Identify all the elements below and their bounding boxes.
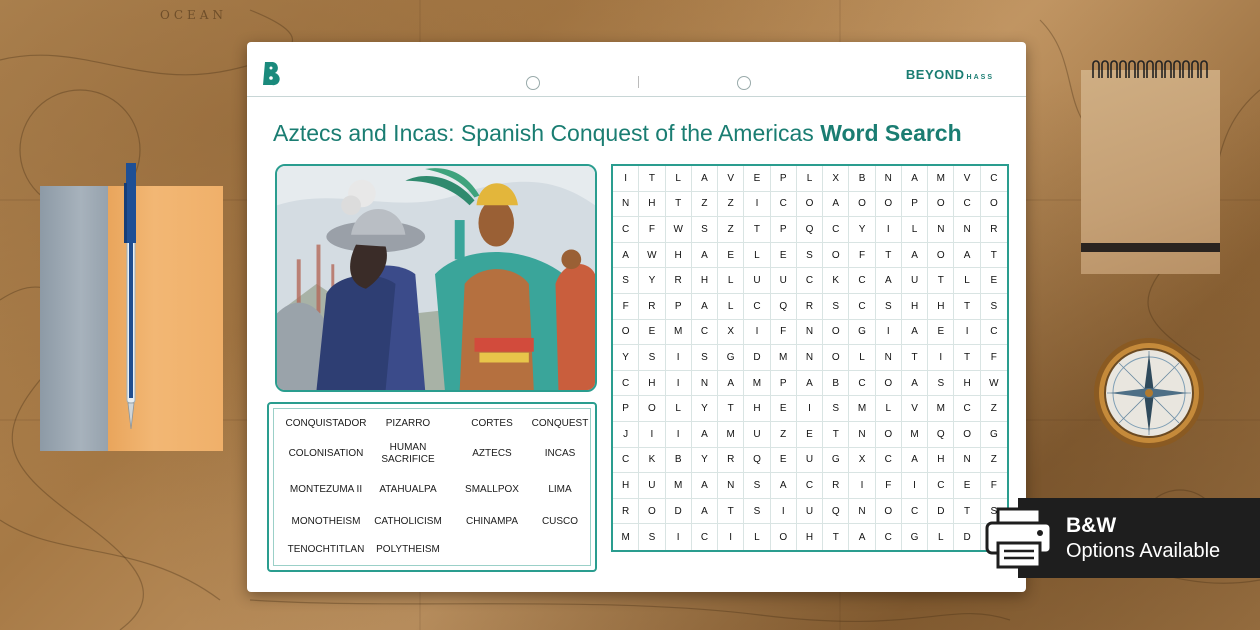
grid-cell: A <box>692 499 718 525</box>
grid-cell: M <box>744 371 770 397</box>
grid-cell: G <box>902 524 928 550</box>
word-list-item: COLONISATION <box>288 448 364 459</box>
grid-cell: U <box>797 499 823 525</box>
grid-cell: U <box>639 473 665 499</box>
grid-cell: O <box>639 396 665 422</box>
grid-cell: H <box>639 192 665 218</box>
grid-cell: A <box>823 192 849 218</box>
grid-cell: S <box>981 499 1007 525</box>
grid-cell: N <box>876 166 902 192</box>
grid-cell: Q <box>797 217 823 243</box>
grid-cell: P <box>771 217 797 243</box>
grid-cell: A <box>692 166 718 192</box>
grid-cell: N <box>876 345 902 371</box>
grid-cell: I <box>718 524 744 550</box>
grid-cell: D <box>954 524 980 550</box>
grid-cell: L <box>666 166 692 192</box>
grid-cell: A <box>902 448 928 474</box>
word-list-item: MONOTHEISM <box>291 516 361 527</box>
grid-cell: M <box>771 345 797 371</box>
grid-cell: R <box>666 268 692 294</box>
grid-cell: M <box>902 422 928 448</box>
grid-cell: G <box>718 345 744 371</box>
grid-cell: I <box>666 345 692 371</box>
compass-icon <box>1092 336 1207 451</box>
grid-cell: C <box>744 294 770 320</box>
grid-cell: S <box>744 473 770 499</box>
grid-cell: O <box>981 192 1007 218</box>
grid-cell: O <box>823 320 849 346</box>
binder-hole-right <box>737 76 751 90</box>
grid-cell: I <box>849 473 875 499</box>
grid-cell: S <box>981 294 1007 320</box>
word-list-item: SMALLPOX <box>465 484 519 495</box>
word-list-item: CATHOLICISM <box>374 516 442 527</box>
grid-cell: X <box>849 448 875 474</box>
grid-cell: M <box>613 524 639 550</box>
word-list-item: HUMAN SACRIFICE <box>381 442 435 465</box>
grid-cell: E <box>928 320 954 346</box>
grid-cell: P <box>666 294 692 320</box>
grid-cell: Q <box>744 448 770 474</box>
grid-cell: C <box>849 294 875 320</box>
grid-cell: L <box>928 524 954 550</box>
grid-cell: W <box>639 243 665 269</box>
worksheet-header <box>247 42 1026 97</box>
grid-cell: U <box>902 268 928 294</box>
word-list-item: CORTES <box>471 418 513 429</box>
grid-cell: Y <box>692 448 718 474</box>
grid-cell: X <box>718 320 744 346</box>
grid-cell: C <box>771 192 797 218</box>
grid-cell: H <box>954 371 980 397</box>
grid-cell: K <box>823 268 849 294</box>
letter-grid <box>611 164 1009 552</box>
grid-cell: M <box>849 396 875 422</box>
grid-cell: A <box>954 243 980 269</box>
grid-cell: N <box>849 422 875 448</box>
grid-cell: S <box>876 294 902 320</box>
grid-cell: R <box>797 294 823 320</box>
grid-cell: T <box>639 166 665 192</box>
conquest-illustration <box>275 164 597 392</box>
grid-cell: G <box>981 422 1007 448</box>
grid-cell: V <box>718 166 744 192</box>
word-list-item: CONQUISTADOR <box>285 418 367 429</box>
grid-cell: S <box>639 345 665 371</box>
grid-cell: U <box>744 422 770 448</box>
grid-cell: C <box>613 371 639 397</box>
grid-cell: O <box>613 320 639 346</box>
grid-cell: B <box>849 166 875 192</box>
grid-cell: E <box>744 166 770 192</box>
spiral-binding-icon <box>1089 60 1213 80</box>
grid-cell: S <box>639 524 665 550</box>
grid-cell: L <box>954 268 980 294</box>
brand-name: BEYOND <box>905 67 965 82</box>
grid-cell: N <box>797 320 823 346</box>
printer-icon <box>984 505 1054 569</box>
grid-cell: D <box>666 499 692 525</box>
grid-cell: A <box>902 166 928 192</box>
grid-cell: S <box>797 243 823 269</box>
grid-cell: O <box>797 192 823 218</box>
grid-cell: I <box>666 371 692 397</box>
grid-cell: H <box>902 294 928 320</box>
spiral-notepad <box>1081 60 1220 274</box>
grid-cell: W <box>981 371 1007 397</box>
grid-cell: C <box>823 217 849 243</box>
grid-cell: D <box>928 499 954 525</box>
grid-cell: O <box>954 422 980 448</box>
grid-cell: M <box>666 320 692 346</box>
grid-cell: C <box>692 320 718 346</box>
grid-cell: C <box>954 192 980 218</box>
pen-icon <box>124 163 138 431</box>
grid-cell: H <box>744 396 770 422</box>
grid-cell: E <box>797 422 823 448</box>
grid-cell: T <box>954 499 980 525</box>
grid-cell: B <box>666 448 692 474</box>
grid-cell: O <box>876 499 902 525</box>
grid-cell: N <box>718 473 744 499</box>
grid-cell: N <box>613 192 639 218</box>
grid-cell: A <box>902 320 928 346</box>
grid-cell: O <box>823 243 849 269</box>
grid-cell: N <box>954 448 980 474</box>
grid-cell: I <box>876 320 902 346</box>
badge-subtitle: Options Available <box>1066 540 1221 562</box>
grid-cell: T <box>902 345 928 371</box>
grid-cell: I <box>744 320 770 346</box>
grid-cell: T <box>981 243 1007 269</box>
title-main: Aztecs and Incas: Spanish Conquest of the Americas <box>273 120 821 146</box>
grid-cell: I <box>666 524 692 550</box>
brand-logo <box>906 67 994 82</box>
grid-cell: Z <box>981 396 1007 422</box>
grid-cell: T <box>876 243 902 269</box>
grid-cell: O <box>771 524 797 550</box>
grid-cell: T <box>823 422 849 448</box>
grid-cell: N <box>954 217 980 243</box>
grid-cell: I <box>613 166 639 192</box>
grid-cell: V <box>954 166 980 192</box>
grid-cell: A <box>692 243 718 269</box>
grid-cell: H <box>692 268 718 294</box>
grid-cell: O <box>928 192 954 218</box>
grid-cell: E <box>771 448 797 474</box>
grid-cell: L <box>876 396 902 422</box>
grid-cell: C <box>849 371 875 397</box>
grid-cell: A <box>692 294 718 320</box>
grid-cell: C <box>928 473 954 499</box>
grid-cell: Z <box>718 217 744 243</box>
grid-cell: H <box>928 294 954 320</box>
grid-cell: E <box>639 320 665 346</box>
grid-cell: A <box>876 268 902 294</box>
grid-cell: C <box>981 320 1007 346</box>
grid-cell: U <box>797 448 823 474</box>
grid-cell: U <box>771 268 797 294</box>
grid-cell: O <box>849 192 875 218</box>
grid-cell: A <box>613 243 639 269</box>
bw-options-badge <box>1018 498 1260 578</box>
grid-cell: T <box>718 499 744 525</box>
grid-cell: N <box>849 499 875 525</box>
grid-cell: M <box>718 422 744 448</box>
grid-cell: L <box>718 268 744 294</box>
grid-cell: G <box>849 320 875 346</box>
grid-cell: O <box>928 243 954 269</box>
grid-cell: F <box>613 294 639 320</box>
word-list-item: CHINAMPA <box>465 516 519 527</box>
grid-cell: F <box>981 345 1007 371</box>
grid-cell: L <box>797 166 823 192</box>
grid-cell: N <box>692 371 718 397</box>
grid-cell: E <box>981 268 1007 294</box>
worksheet-title <box>273 120 1013 147</box>
grid-cell: L <box>902 217 928 243</box>
grid-cell: C <box>613 217 639 243</box>
grid-cell: U <box>744 268 770 294</box>
grid-cell: C <box>849 268 875 294</box>
grid-cell: A <box>692 422 718 448</box>
grid-cell: N <box>797 345 823 371</box>
grid-cell: E <box>771 243 797 269</box>
badge-title: B&W <box>1066 514 1117 537</box>
grid-cell: I <box>876 217 902 243</box>
notepad-band <box>1081 243 1220 252</box>
grid-cell: A <box>902 371 928 397</box>
grid-cell: Z <box>692 192 718 218</box>
grid-cell: F <box>849 243 875 269</box>
word-list-item: PIZARRO <box>385 418 431 429</box>
grid-cell: Y <box>613 345 639 371</box>
grid-cell: Y <box>639 268 665 294</box>
grid-cell: C <box>692 524 718 550</box>
grid-cell: S <box>928 371 954 397</box>
grid-cell: V <box>902 396 928 422</box>
logo-icon <box>261 60 283 86</box>
grid-cell: J <box>613 422 639 448</box>
grid-cell: S <box>613 268 639 294</box>
grid-cell: R <box>823 473 849 499</box>
grid-cell: G <box>823 448 849 474</box>
grid-cell: O <box>876 422 902 448</box>
word-list-item: LIMA <box>548 484 572 495</box>
grid-cell: L <box>718 294 744 320</box>
grid-cell: C <box>981 166 1007 192</box>
grid-cell: F <box>876 473 902 499</box>
grid-cell: S <box>744 499 770 525</box>
grid-cell: T <box>928 268 954 294</box>
grid-cell: I <box>744 192 770 218</box>
grid-cell: C <box>613 448 639 474</box>
grid-cell: L <box>849 345 875 371</box>
grid-cell: I <box>902 473 928 499</box>
grid-cell: S <box>823 294 849 320</box>
grid-cell: T <box>666 192 692 218</box>
grid-cell: L <box>744 243 770 269</box>
brand-suffix: HASS <box>966 74 994 81</box>
title-bold: Word Search <box>820 120 962 146</box>
word-list-item: CONQUEST <box>531 418 589 429</box>
grid-cell: I <box>771 499 797 525</box>
word-list-item: MONTEZUMA II <box>289 484 363 495</box>
grid-cell: L <box>744 524 770 550</box>
grid-cell: I <box>639 422 665 448</box>
grid-cell: S <box>823 396 849 422</box>
grid-cell: K <box>639 448 665 474</box>
grid-cell: O <box>823 345 849 371</box>
grid-cell: Q <box>823 499 849 525</box>
grid-cell: Z <box>771 422 797 448</box>
grid-cell: R <box>613 499 639 525</box>
grid-cell: A <box>718 371 744 397</box>
center-mark <box>638 76 639 88</box>
grid-cell: L <box>666 396 692 422</box>
grid-cell: W <box>666 217 692 243</box>
grid-cell: A <box>902 243 928 269</box>
grid-cell: I <box>928 345 954 371</box>
grid-cell: P <box>771 166 797 192</box>
map-ocean-label: OCEAN <box>160 8 227 22</box>
word-list-item: POLYTHEISM <box>376 544 440 555</box>
grid-cell: T <box>954 345 980 371</box>
grid-cell: C <box>954 396 980 422</box>
grid-cell: H <box>928 448 954 474</box>
grid-cell: Z <box>981 448 1007 474</box>
grid-cell: N <box>928 217 954 243</box>
grid-cell: E <box>771 396 797 422</box>
grid-cell: Q <box>771 294 797 320</box>
grid-cell: F <box>771 320 797 346</box>
grid-cell: R <box>981 217 1007 243</box>
grid-cell: D <box>744 345 770 371</box>
grid-cell: C <box>876 524 902 550</box>
grid-cell: S <box>692 345 718 371</box>
grid-cell: Q <box>928 422 954 448</box>
word-list-item: AZTECS <box>472 448 512 459</box>
grid-cell: O <box>876 371 902 397</box>
word-list-item: CUSCO <box>541 516 579 527</box>
grid-cell: Z <box>718 192 744 218</box>
grid-cell: I <box>797 396 823 422</box>
grid-cell: H <box>639 371 665 397</box>
grid-cell: F <box>981 473 1007 499</box>
grid-cell: I <box>954 320 980 346</box>
grid-cell: A <box>692 473 718 499</box>
word-list-item: INCAS <box>544 448 576 459</box>
grid-cell: A <box>849 524 875 550</box>
grid-cell: H <box>666 243 692 269</box>
grid-cell: A <box>771 473 797 499</box>
grid-cell: B <box>823 371 849 397</box>
word-list-item: TENOCHTITLAN <box>287 544 365 555</box>
grid-cell: S <box>692 217 718 243</box>
grid-cell: C <box>902 499 928 525</box>
grid-cell: F <box>639 217 665 243</box>
grid-cell: T <box>823 524 849 550</box>
notebook-cover <box>40 186 108 451</box>
grid-cell: C <box>876 448 902 474</box>
grid-cell: Y <box>692 396 718 422</box>
grid-cell: M <box>666 473 692 499</box>
word-list-box <box>267 402 597 572</box>
grid-cell: T <box>744 217 770 243</box>
grid-cell: T <box>718 396 744 422</box>
grid-cell: R <box>718 448 744 474</box>
word-list-item: ATAHUALPA <box>379 484 437 495</box>
grid-cell: E <box>954 473 980 499</box>
grid-cell: P <box>771 371 797 397</box>
grid-cell: P <box>613 396 639 422</box>
worksheet <box>247 42 1026 592</box>
grid-cell: A <box>797 371 823 397</box>
grid-cell: H <box>797 524 823 550</box>
grid-cell: T <box>954 294 980 320</box>
grid-cell: R <box>639 294 665 320</box>
grid-cell: O <box>876 192 902 218</box>
binder-hole-left <box>526 76 540 90</box>
grid-cell: M <box>928 396 954 422</box>
grid-cell: P <box>902 192 928 218</box>
grid-cell: E <box>718 243 744 269</box>
grid-cell: C <box>797 268 823 294</box>
grid-cell: O <box>639 499 665 525</box>
grid-cell: C <box>797 473 823 499</box>
grid-cell: I <box>666 422 692 448</box>
grid-cell: M <box>928 166 954 192</box>
grid-cell: Y <box>849 217 875 243</box>
grid-cell: X <box>823 166 849 192</box>
grid-cell: H <box>613 473 639 499</box>
